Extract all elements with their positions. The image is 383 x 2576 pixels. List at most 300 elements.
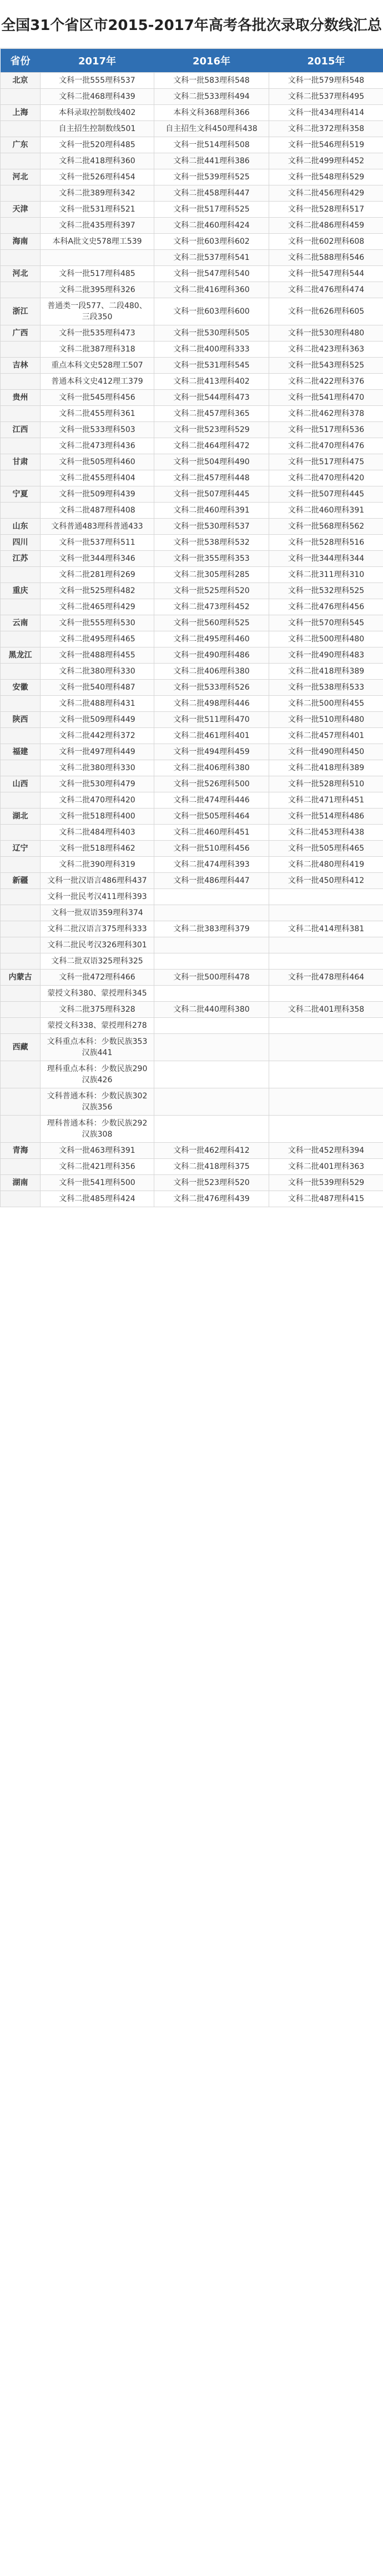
table-row	[1, 282, 383, 298]
cell-2016: 文科二批457理科448	[154, 470, 269, 486]
cell-2017: 文科二批455理科361	[41, 406, 154, 422]
table-row	[1, 599, 383, 615]
cell-2015: 文科一批602理科608	[269, 234, 383, 250]
cell-2015: 文科一批541理科470	[269, 390, 383, 406]
cell-2015: 文科一批528理科517	[269, 202, 383, 218]
province-cell: 天津	[1, 202, 41, 218]
province-cell	[1, 1191, 41, 1207]
table-row	[1, 986, 383, 1002]
table-row	[1, 325, 383, 342]
cell-2017: 文科二批435理科397	[41, 218, 154, 234]
province-cell: 重庆	[1, 583, 41, 599]
cell-2016: 文科二批473理科452	[154, 599, 269, 615]
cell-2017: 文科一批505理科460	[41, 454, 154, 470]
province-cell: 江西	[1, 422, 41, 438]
cell-2015	[269, 1034, 383, 1061]
cell-2016: 文科二批460理科424	[154, 218, 269, 234]
cell-2017: 文科二批汉语言375理科333	[41, 921, 154, 937]
table-row	[1, 1061, 383, 1088]
cell-2016: 文科一批462理科412	[154, 1143, 269, 1159]
cell-2017: 本科录取控制数线402	[41, 105, 154, 121]
table-row	[1, 438, 383, 454]
table-row	[1, 712, 383, 728]
cell-2015: 文科二批470理科420	[269, 470, 383, 486]
cell-2015: 文科二批470理科476	[269, 438, 383, 454]
cell-2015: 文科二批487理科415	[269, 1191, 383, 1207]
province-cell	[1, 218, 41, 234]
cell-2017: 文科一批541理科500	[41, 1175, 154, 1191]
province-cell	[1, 1002, 41, 1018]
cell-2017: 文科二批465理科429	[41, 599, 154, 615]
cell-2017: 文科一批531理科521	[41, 202, 154, 218]
cell-2016: 自主招生文科450理科438	[154, 121, 269, 137]
province-cell: 广东	[1, 137, 41, 153]
cell-2016: 文科二批418理科375	[154, 1159, 269, 1175]
table-row	[1, 1088, 383, 1116]
cell-2017: 文科二批389理科342	[41, 185, 154, 202]
cell-2016: 文科一批603理科602	[154, 234, 269, 250]
province-cell	[1, 121, 41, 137]
cell-2015: 文科一批510理科480	[269, 712, 383, 728]
cell-2017: 文科一批472理科466	[41, 970, 154, 986]
cell-2017: 文科一批545理科456	[41, 390, 154, 406]
table-row	[1, 1034, 383, 1061]
cell-2015: 文科一批547理科544	[269, 266, 383, 282]
cell-2017: 自主招生控制数线501	[41, 121, 154, 137]
cell-2015: 文科二批480理科419	[269, 857, 383, 873]
table-row	[1, 1116, 383, 1143]
cell-2015: 文科一批528理科510	[269, 776, 383, 792]
province-cell: 北京	[1, 73, 41, 89]
table-row	[1, 390, 383, 406]
cell-2017: 文科二批455理科404	[41, 470, 154, 486]
cell-2015: 文科二批423理科363	[269, 342, 383, 358]
cell-2015: 文科二批456理科429	[269, 185, 383, 202]
cell-2015	[269, 953, 383, 970]
cell-2015: 文科二批537理科495	[269, 89, 383, 105]
cell-2015	[269, 1061, 383, 1088]
header-province: 省份	[1, 49, 41, 73]
table-row	[1, 1175, 383, 1191]
cell-2017: 文科二批民考汉326理科301	[41, 937, 154, 953]
cell-2016	[154, 1034, 269, 1061]
table-row	[1, 454, 383, 470]
cell-2015: 文科二批457理科401	[269, 728, 383, 744]
cell-2017: 文科二批418理科360	[41, 153, 154, 169]
cell-2015: 文科一批543理科525	[269, 358, 383, 374]
table-row	[1, 792, 383, 809]
province-cell: 广西	[1, 325, 41, 342]
cell-2017: 文科二批487理科408	[41, 503, 154, 519]
cell-2016: 文科二批416理科360	[154, 282, 269, 298]
cell-2015: 文科一批452理科394	[269, 1143, 383, 1159]
table-row	[1, 873, 383, 889]
table-row	[1, 1159, 383, 1175]
cell-2016: 文科一批547理科540	[154, 266, 269, 282]
table-row	[1, 470, 383, 486]
table-row	[1, 342, 383, 358]
cell-2017: 文科一批344理科346	[41, 551, 154, 567]
cell-2015	[269, 937, 383, 953]
cell-2015: 文科一批517理科536	[269, 422, 383, 438]
province-cell	[1, 342, 41, 358]
cell-2017: 文科一批497理科449	[41, 744, 154, 760]
cell-2015: 文科二批476理科456	[269, 599, 383, 615]
table-row	[1, 105, 383, 121]
cell-2015	[269, 1018, 383, 1034]
cell-2015: 文科一批490理科483	[269, 647, 383, 664]
table-row	[1, 857, 383, 873]
province-cell	[1, 153, 41, 169]
province-cell	[1, 438, 41, 454]
cell-2017: 普通本科文史412理工379	[41, 374, 154, 390]
cell-2016: 文科一批510理科456	[154, 841, 269, 857]
cell-2015: 文科一批505理科465	[269, 841, 383, 857]
province-cell	[1, 470, 41, 486]
cell-2017: 蒙授文科380、蒙授理科345	[41, 986, 154, 1002]
cell-2015	[269, 889, 383, 905]
province-cell	[1, 953, 41, 970]
cell-2016	[154, 986, 269, 1002]
cell-2016: 文科一批538理科532	[154, 535, 269, 551]
cell-2017: 文科一批汉语言486理科437	[41, 873, 154, 889]
table-row	[1, 583, 383, 599]
cell-2017: 文科二批281理科269	[41, 567, 154, 583]
province-cell	[1, 503, 41, 519]
cell-2016: 文科二批537理科541	[154, 250, 269, 266]
cell-2016: 文科一批504理科490	[154, 454, 269, 470]
province-cell: 陕西	[1, 712, 41, 728]
cell-2015: 文科一批532理科525	[269, 583, 383, 599]
cell-2016: 文科二批413理科402	[154, 374, 269, 390]
cell-2016: 文科二批460理科391	[154, 503, 269, 519]
header-2015: 2015年	[269, 49, 383, 73]
cell-2017: 本科A批文史578理工539	[41, 234, 154, 250]
cell-2016	[154, 1018, 269, 1034]
province-cell	[1, 664, 41, 680]
table-row	[1, 647, 383, 664]
cell-2015: 文科一批548理科529	[269, 169, 383, 185]
table-row	[1, 503, 383, 519]
province-cell	[1, 728, 41, 744]
cell-2015: 文科二批500理科480	[269, 631, 383, 647]
cell-2015: 文科二批418理科389	[269, 760, 383, 776]
cell-2017: 重点本科文史528理工507	[41, 358, 154, 374]
cell-2017: 文科二批470理科420	[41, 792, 154, 809]
cell-2015: 文科二批471理科451	[269, 792, 383, 809]
cell-2016: 文科二批406理科380	[154, 664, 269, 680]
cell-2017: 文科二批390理科319	[41, 857, 154, 873]
cell-2015: 文科一批528理科516	[269, 535, 383, 551]
province-cell	[1, 1061, 41, 1088]
cell-2017: 文科二批421理科356	[41, 1159, 154, 1175]
cell-2017: 文科二批485理科424	[41, 1191, 154, 1207]
table-row	[1, 250, 383, 266]
cell-2016: 文科二批440理科380	[154, 1002, 269, 1018]
cell-2017: 文科一批540理科487	[41, 680, 154, 696]
cell-2015: 文科一批568理科562	[269, 519, 383, 535]
table-row	[1, 744, 383, 760]
table-row	[1, 680, 383, 696]
table-row	[1, 567, 383, 583]
cell-2017: 文科一批双语359理科374	[41, 905, 154, 921]
cell-2016: 文科一批517理科525	[154, 202, 269, 218]
cell-2016: 文科一批530理科505	[154, 325, 269, 342]
cell-2016: 文科一批533理科526	[154, 680, 269, 696]
cell-2015	[269, 1116, 383, 1143]
province-cell	[1, 599, 41, 615]
cell-2016: 文科二批460理科451	[154, 825, 269, 841]
table-row	[1, 374, 383, 390]
province-cell	[1, 1159, 41, 1175]
cell-2015: 文科一批450理科412	[269, 873, 383, 889]
province-cell: 内蒙古	[1, 970, 41, 986]
cell-2015: 文科二批414理科381	[269, 921, 383, 937]
cell-2016: 文科一批486理科447	[154, 873, 269, 889]
table-row	[1, 905, 383, 921]
cell-2015: 文科一批507理科445	[269, 486, 383, 503]
cell-2016: 文科二批383理科379	[154, 921, 269, 937]
cell-2017: 文科二批395理科326	[41, 282, 154, 298]
cell-2015: 文科一批434理科414	[269, 105, 383, 121]
cell-2015: 文科一批538理科533	[269, 680, 383, 696]
province-cell	[1, 937, 41, 953]
cell-2015: 文科二批500理科455	[269, 696, 383, 712]
cell-2017: 文科一批555理科530	[41, 615, 154, 631]
cell-2016: 文科二批406理科380	[154, 760, 269, 776]
cell-2016: 本科文科368理科366	[154, 105, 269, 121]
cell-2015: 文科二批462理科378	[269, 406, 383, 422]
province-cell: 黑龙江	[1, 647, 41, 664]
cell-2015: 文科一批626理科605	[269, 298, 383, 325]
cell-2017: 文科二批468理科439	[41, 89, 154, 105]
cell-2016: 文科二批474理科446	[154, 792, 269, 809]
cell-2016: 文科一批583理科548	[154, 73, 269, 89]
province-cell: 西藏	[1, 1034, 41, 1061]
cell-2017: 文科一批518理科462	[41, 841, 154, 857]
cell-2017: 理科重点本科：少数民族290汉族426	[41, 1061, 154, 1088]
cell-2016	[154, 1116, 269, 1143]
cell-2017: 文科重点本科：少数民族353汉族441	[41, 1034, 154, 1061]
province-cell	[1, 631, 41, 647]
cell-2017: 文科一批535理科473	[41, 325, 154, 342]
province-cell: 福建	[1, 744, 41, 760]
province-cell: 上海	[1, 105, 41, 121]
cell-2017: 文科二批488理科431	[41, 696, 154, 712]
cell-2017: 文科一批530理科479	[41, 776, 154, 792]
cell-2016: 文科一批539理科525	[154, 169, 269, 185]
cell-2015: 文科二批401理科363	[269, 1159, 383, 1175]
table-row	[1, 970, 383, 986]
table-row	[1, 889, 383, 905]
table-row	[1, 89, 383, 105]
cell-2017: 文科一批555理科537	[41, 73, 154, 89]
cell-2017: 文科一批517理科485	[41, 266, 154, 282]
table-row	[1, 841, 383, 857]
cell-2016: 文科二批474理科393	[154, 857, 269, 873]
cell-2017: 蒙授文科338、蒙授理科278	[41, 1018, 154, 1034]
table-row	[1, 953, 383, 970]
cell-2016: 文科二批400理科333	[154, 342, 269, 358]
province-cell: 河北	[1, 169, 41, 185]
table-row	[1, 937, 383, 953]
province-cell	[1, 406, 41, 422]
cell-2017: 文科一批488理科455	[41, 647, 154, 664]
cell-2016: 文科一批500理科478	[154, 970, 269, 986]
province-cell	[1, 857, 41, 873]
cell-2017: 文科一批526理科454	[41, 169, 154, 185]
header-2017: 2017年	[41, 49, 154, 73]
cell-2015: 文科二批418理科389	[269, 664, 383, 680]
table-row	[1, 1018, 383, 1034]
cell-2016	[154, 1061, 269, 1088]
cell-2016: 文科一批523理科529	[154, 422, 269, 438]
province-cell	[1, 760, 41, 776]
cell-2016: 文科一批525理科520	[154, 583, 269, 599]
table-row	[1, 185, 383, 202]
cell-2017: 文科二批387理科318	[41, 342, 154, 358]
cell-2015: 文科一批579理科548	[269, 73, 383, 89]
province-cell	[1, 1018, 41, 1034]
cell-2016: 文科一批603理科600	[154, 298, 269, 325]
province-cell	[1, 1116, 41, 1143]
cell-2017: 文科一批533理科503	[41, 422, 154, 438]
cell-2015: 文科二批311理科310	[269, 567, 383, 583]
table-row	[1, 1191, 383, 1207]
cell-2017: 文科二批495理科465	[41, 631, 154, 647]
cell-2016: 文科二批305理科285	[154, 567, 269, 583]
table-row	[1, 921, 383, 937]
province-cell	[1, 282, 41, 298]
cell-2016: 文科二批498理科446	[154, 696, 269, 712]
cell-2017: 理科普通本科：少数民族292汉族308	[41, 1116, 154, 1143]
table-row	[1, 664, 383, 680]
table-row	[1, 696, 383, 712]
cell-2017: 文科一批537理科511	[41, 535, 154, 551]
cell-2015: 文科二批372理科358	[269, 121, 383, 137]
cell-2017: 文科二批484理科403	[41, 825, 154, 841]
cell-2016	[154, 905, 269, 921]
table-row	[1, 1002, 383, 1018]
table-body	[1, 73, 383, 1207]
cell-2017: 文科一批518理科400	[41, 809, 154, 825]
table-row	[1, 169, 383, 185]
table-row	[1, 519, 383, 535]
province-cell	[1, 825, 41, 841]
cell-2017: 文科二批双语325理科325	[41, 953, 154, 970]
cell-2016: 文科二批464理科472	[154, 438, 269, 454]
cell-2017: 文科二批380理科330	[41, 760, 154, 776]
table-row	[1, 535, 383, 551]
province-cell	[1, 89, 41, 105]
province-cell: 安徽	[1, 680, 41, 696]
table-header	[1, 49, 383, 73]
cell-2016	[154, 937, 269, 953]
cell-2015: 文科二批499理科452	[269, 153, 383, 169]
province-cell: 甘肃	[1, 454, 41, 470]
cell-2017: 文科一批525理科482	[41, 583, 154, 599]
table-row	[1, 218, 383, 234]
cell-2015	[269, 1088, 383, 1116]
province-cell	[1, 986, 41, 1002]
province-cell: 贵州	[1, 390, 41, 406]
cell-2017: 文科普通本科：少数民族302汉族356	[41, 1088, 154, 1116]
province-cell: 湖南	[1, 1175, 41, 1191]
province-cell	[1, 889, 41, 905]
table-row	[1, 137, 383, 153]
cell-2016	[154, 1088, 269, 1116]
cell-2017: 普通类一段577、二段480、三段350	[41, 298, 154, 325]
cell-2015: 文科一批570理科545	[269, 615, 383, 631]
province-cell: 四川	[1, 535, 41, 551]
cell-2015: 文科一批478理科464	[269, 970, 383, 986]
province-cell: 青海	[1, 1143, 41, 1159]
cell-2017: 文科一批民考汉411理科393	[41, 889, 154, 905]
cell-2016: 文科一批494理科459	[154, 744, 269, 760]
cell-2016: 文科二批441理科386	[154, 153, 269, 169]
table-row	[1, 760, 383, 776]
cell-2016: 文科二批495理科460	[154, 631, 269, 647]
province-cell: 云南	[1, 615, 41, 631]
province-cell	[1, 905, 41, 921]
cell-2017: 文科一批520理科485	[41, 137, 154, 153]
table-row	[1, 728, 383, 744]
table-row	[1, 153, 383, 169]
header-row	[1, 49, 383, 73]
cell-2017: 文科二批473理科436	[41, 438, 154, 454]
table-row	[1, 73, 383, 89]
cell-2016: 文科二批461理科401	[154, 728, 269, 744]
cell-2015: 文科二批453理科438	[269, 825, 383, 841]
table-row	[1, 825, 383, 841]
cell-2016: 文科一批531理科545	[154, 358, 269, 374]
cell-2017: 文科一批509理科439	[41, 486, 154, 503]
cell-2016: 文科二批457理科365	[154, 406, 269, 422]
page-title: 全国31个省区市2015-2017年高考各批次录取分数线汇总	[0, 0, 383, 49]
province-cell: 浙江	[1, 298, 41, 325]
province-cell	[1, 567, 41, 583]
table-row	[1, 551, 383, 567]
cell-2016: 文科一批526理科500	[154, 776, 269, 792]
table-row	[1, 406, 383, 422]
province-cell	[1, 921, 41, 937]
table-row	[1, 809, 383, 825]
table-row	[1, 631, 383, 647]
cell-2015: 文科二批422理科376	[269, 374, 383, 390]
cell-2016: 文科二批533理科494	[154, 89, 269, 105]
cell-2016: 文科二批458理科447	[154, 185, 269, 202]
cell-2016: 文科一批355理科353	[154, 551, 269, 567]
province-cell: 江苏	[1, 551, 41, 567]
cell-2016: 文科一批530理科537	[154, 519, 269, 535]
province-cell	[1, 696, 41, 712]
table-row	[1, 121, 383, 137]
table-row	[1, 266, 383, 282]
score-table	[0, 49, 383, 1207]
cell-2017: 文科二批380理科330	[41, 664, 154, 680]
table-row	[1, 615, 383, 631]
cell-2017: 文科普通483理科普通433	[41, 519, 154, 535]
cell-2015: 文科二批476理科474	[269, 282, 383, 298]
cell-2015	[269, 905, 383, 921]
header-2016: 2016年	[154, 49, 269, 73]
cell-2016	[154, 953, 269, 970]
cell-2016: 文科一批507理科445	[154, 486, 269, 503]
table-row	[1, 1143, 383, 1159]
cell-2015: 文科二批486理科459	[269, 218, 383, 234]
cell-2015: 文科一批344理科344	[269, 551, 383, 567]
table-row	[1, 486, 383, 503]
